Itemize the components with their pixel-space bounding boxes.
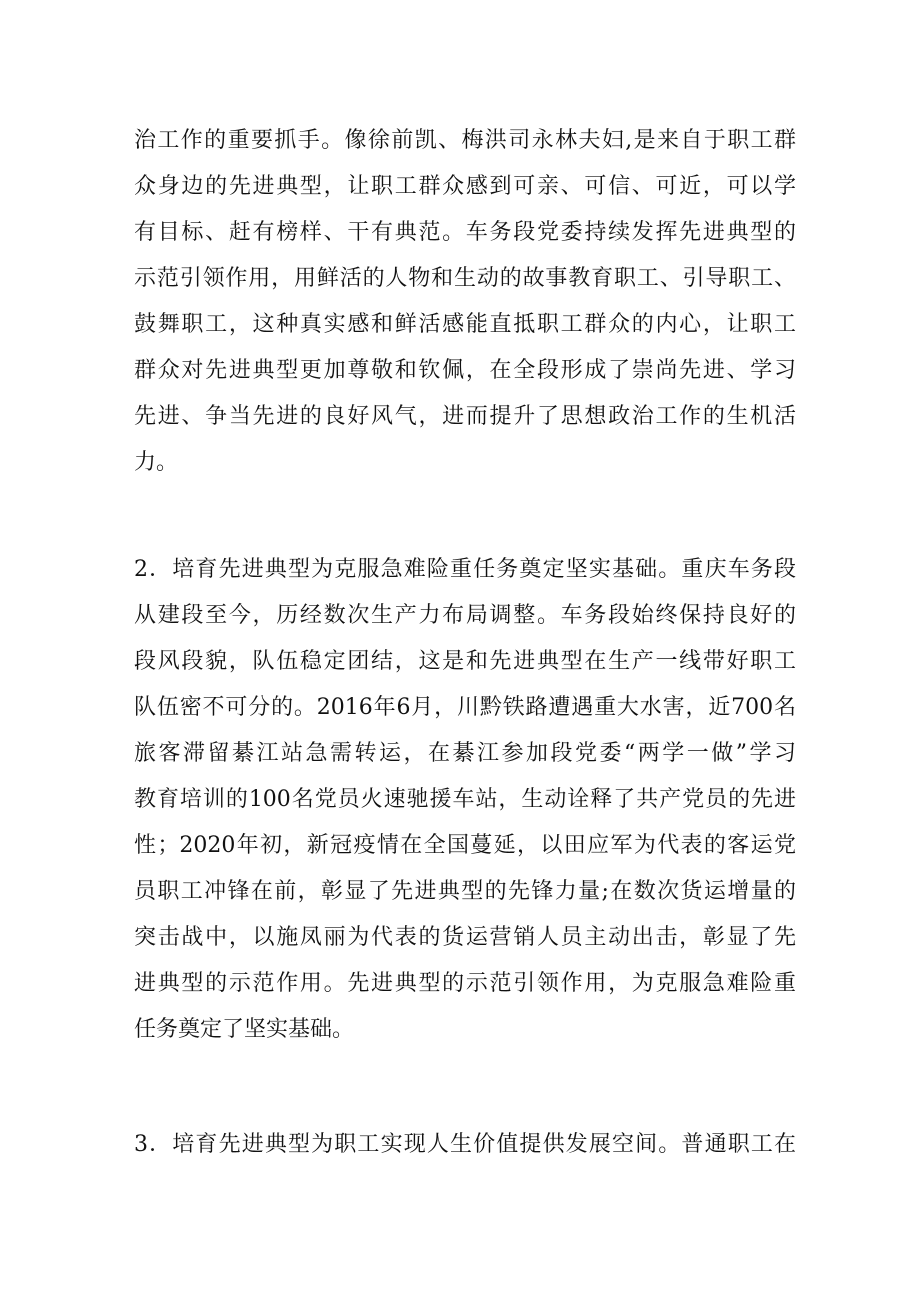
text-line: 有目标、赶有榜样、干有典范。车务段党委持续发挥先进典型的 bbox=[134, 220, 796, 245]
text-line: 队伍密不可分的。2016年6月，川黔铁路遭遇重大水害，近700名 bbox=[134, 695, 796, 720]
text-line: 突击战中，以施凤丽为代表的货运营销人员主动出击，彰显了先 bbox=[134, 925, 796, 950]
paragraph-3 bbox=[134, 1122, 796, 1168]
paragraph-1 bbox=[134, 118, 796, 486]
text-line: 鼓舞职工，这种真实感和鲜活感能直抵职工群众的内心，让职工 bbox=[134, 312, 796, 337]
text-line: 2．培育先进典型为克服急难险重任务奠定坚实基础。重庆车务段 bbox=[134, 557, 796, 582]
text-line: 3．培育先进典型为职工实现人生价值提供发展空间。普通职工在 bbox=[134, 1132, 796, 1157]
text-line: 先进、争当先进的良好风气，进而提升了思想政治工作的生机活 bbox=[134, 404, 796, 429]
text-line: 旅客滞留綦江站急需转运，在綦江参加段党委“两学一做”学习 bbox=[134, 741, 796, 766]
text-line: 性；2020年初，新冠疫情在全国蔓延，以田应军为代表的客运党 bbox=[134, 833, 796, 858]
text-line: 教育培训的100名党员火速驰援车站，生动诠释了共产党员的先进 bbox=[134, 787, 796, 812]
text-line: 任务奠定了坚实基础。 bbox=[134, 1017, 355, 1042]
text-line: 众身边的先进典型，让职工群众感到可亲、可信、可近，可以学 bbox=[134, 174, 796, 199]
text-line: 治工作的重要抓手。像徐前凯、梅洪司永林夫妇,是来自于职工群 bbox=[134, 128, 796, 153]
text-line: 群众对先进典型更加尊敬和钦佩，在全段形成了崇尚先进、学习 bbox=[134, 358, 796, 383]
text-line: 进典型的示范作用。先进典型的示范引领作用，为克服急难险重 bbox=[134, 971, 796, 996]
text-line: 员职工冲锋在前，彰显了先进典型的先锋力量;在数次货运增量的 bbox=[134, 879, 796, 904]
text-line: 示范引领作用，用鲜活的人物和生动的故事教育职工、引导职工、 bbox=[134, 266, 796, 291]
text-line: 从建段至今，历经数次生产力布局调整。车务段始终保持良好的 bbox=[134, 603, 796, 628]
paragraph-2 bbox=[134, 547, 796, 1053]
text-line: 段风段貌，队伍稳定团结，这是和先进典型在生产一线带好职工 bbox=[134, 649, 796, 674]
text-line: 力。 bbox=[134, 450, 179, 475]
